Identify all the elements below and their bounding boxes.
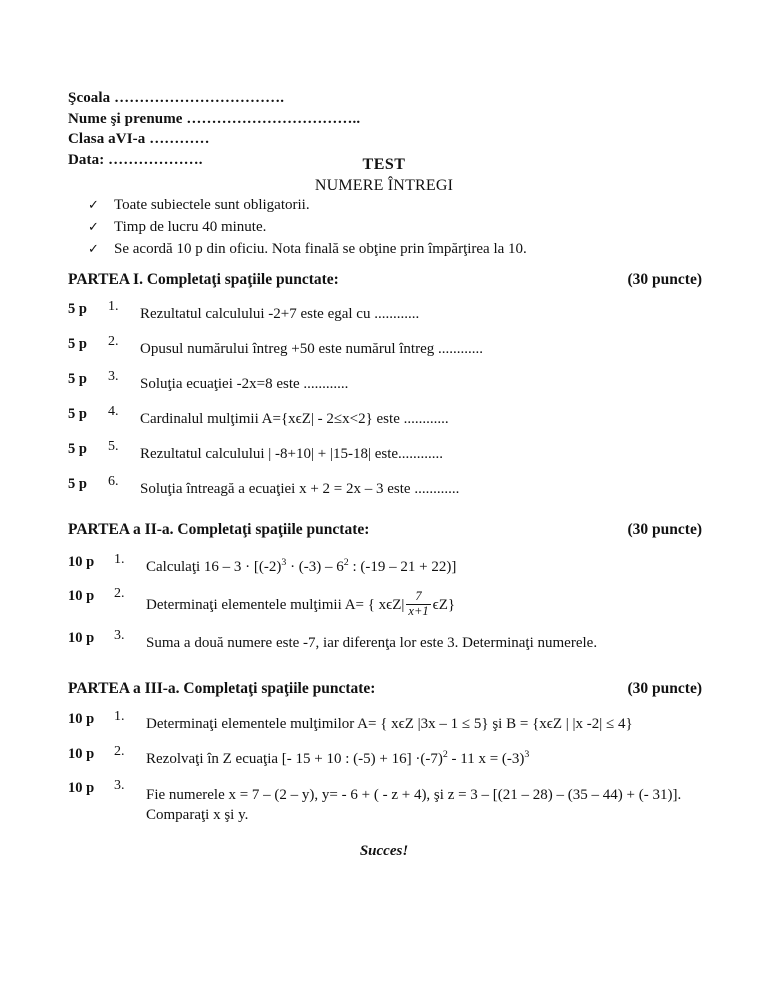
exponent: 2 bbox=[442, 749, 448, 760]
question-points: 5 p bbox=[68, 301, 87, 317]
question-text: Determinaţi elementele mulţimilor A= { xϵZ |3x – 1 ≤ 5} şi B = {xϵZ | |x -2| ≤ 4} bbox=[146, 716, 633, 732]
question-row bbox=[68, 628, 597, 652]
question-text bbox=[146, 552, 456, 576]
expr-part: · (-3) – 6 bbox=[286, 559, 344, 575]
part-2-points: (30 puncte) bbox=[627, 521, 702, 538]
part-1-points: (30 puncte) bbox=[627, 271, 702, 288]
question-number: 3. bbox=[114, 628, 125, 643]
part-2-title: PARTEA a II-a. Completaţi spaţiile punctate: bbox=[68, 521, 370, 538]
instruction-item bbox=[88, 216, 527, 238]
student-name-field: Nume şi prenume …………………………….. bbox=[68, 110, 361, 127]
exponent: 3 bbox=[524, 749, 530, 760]
fraction-numerator: 7 bbox=[415, 589, 422, 603]
question-row bbox=[68, 744, 529, 768]
date-field: Data: ………………. bbox=[68, 151, 203, 168]
instruction-text: Toate subiectele sunt obligatorii. bbox=[114, 197, 310, 213]
expr-part: ϵZ} bbox=[432, 596, 456, 613]
question-row bbox=[68, 334, 483, 358]
question-number: 2. bbox=[108, 334, 119, 349]
question-number: 3. bbox=[108, 369, 119, 384]
part-3-heading bbox=[68, 680, 702, 698]
question-points: 5 p bbox=[68, 371, 87, 387]
checkmark-icon: ✓ bbox=[88, 197, 99, 212]
question-number: 1. bbox=[114, 552, 125, 567]
question-points: 10 p bbox=[68, 554, 95, 570]
expr-part: Rezolvaţi în Z ecuaţia [- 15 + 10 : (-5) + 16] ·(-7) bbox=[146, 751, 443, 767]
document-title: TEST bbox=[362, 156, 406, 173]
question-text: Cardinalul mulţimii A={xϵZ| - 2≤x<2} este ............ bbox=[140, 411, 449, 427]
instruction-text: Se acordă 10 p din oficiu. Nota finală se obţine prin împărţirea la 10. bbox=[114, 241, 527, 257]
question-text bbox=[146, 744, 529, 768]
question-row bbox=[68, 299, 419, 323]
part-3-points: (30 puncte) bbox=[627, 680, 702, 697]
question-row bbox=[68, 439, 443, 463]
footer-message: Succes! bbox=[359, 843, 409, 859]
part-2-heading bbox=[68, 521, 702, 539]
instructions-list bbox=[88, 194, 527, 260]
question-number: 3. bbox=[114, 778, 125, 793]
question-row bbox=[68, 586, 455, 618]
question-text: Opusul numărului întreg +50 este numărul întreg ............ bbox=[140, 341, 483, 357]
question-points: 5 p bbox=[68, 476, 87, 492]
document-subtitle: NUMERE ÎNTREGI bbox=[314, 177, 454, 194]
question-points: 5 p bbox=[68, 441, 87, 457]
instruction-item bbox=[88, 194, 527, 216]
part-1-title: PARTEA I. Completaţi spaţiile punctate: bbox=[68, 271, 339, 288]
exponent: 3 bbox=[281, 557, 287, 568]
question-text: Suma a două numere este -7, iar diferenţa lor este 3. Determinaţi numerele. bbox=[146, 635, 598, 651]
class-field: Clasa aVI-a ………… bbox=[68, 131, 210, 147]
question-text bbox=[146, 778, 681, 825]
question-points: 10 p bbox=[68, 630, 95, 646]
question-text bbox=[146, 586, 455, 618]
question-number: 2. bbox=[114, 744, 125, 759]
fraction-denominator: x+1 bbox=[408, 603, 429, 618]
question-text: Soluţia întreagă a ecuaţiei x + 2 = 2x – 3 este ............ bbox=[140, 481, 460, 497]
expr-part: - 11 x = (-3) bbox=[447, 751, 525, 767]
expr-part: Determinaţi elementele mulţimii A= { xϵZ| bbox=[146, 596, 405, 613]
question-row bbox=[68, 709, 633, 733]
instruction-text: Timp de lucru 40 minute. bbox=[114, 219, 267, 235]
question-text: Rezultatul calculului -2+7 este egal cu ............ bbox=[140, 306, 420, 322]
question-row bbox=[68, 404, 449, 428]
question-row bbox=[68, 474, 459, 498]
question-number: 5. bbox=[108, 439, 119, 454]
question-number: 2. bbox=[114, 586, 125, 601]
expr-part: Calculaţi 16 – 3 · [(-2) bbox=[146, 559, 282, 575]
question-row bbox=[68, 778, 681, 825]
exponent: 2 bbox=[343, 557, 349, 568]
question-points: 10 p bbox=[68, 746, 95, 762]
question-number: 4. bbox=[108, 404, 119, 419]
question-number: 1. bbox=[108, 299, 119, 314]
question-row bbox=[68, 369, 348, 393]
school-field: Şcoala ……………………………. bbox=[68, 90, 285, 106]
question-points: 5 p bbox=[68, 336, 87, 352]
question-number: 6. bbox=[108, 474, 119, 489]
checkmark-icon: ✓ bbox=[88, 241, 99, 256]
expr-part: : (-19 – 21 + 22)] bbox=[348, 559, 457, 575]
question-text: Rezultatul calculului | -8+10| + |15-18| este............ bbox=[140, 446, 444, 462]
instruction-item bbox=[88, 238, 527, 260]
question-text: Soluţia ecuaţiei -2x=8 este ............ bbox=[140, 376, 349, 392]
question-points: 5 p bbox=[68, 406, 87, 422]
question-text-line: Fie numerele x = 7 – (2 – y), y= - 6 + ( - z + 4), şi z = 3 – [(21 – 28) – (35 – 44) + (- 31)]. bbox=[146, 787, 682, 803]
part-3-title: PARTEA a III-a. Completaţi spaţiile punctate: bbox=[68, 680, 376, 697]
fraction bbox=[406, 590, 430, 618]
question-row bbox=[68, 552, 456, 576]
checkmark-icon: ✓ bbox=[88, 219, 99, 234]
question-points: 10 p bbox=[68, 588, 95, 604]
question-text-line: Comparaţi x şi y. bbox=[146, 807, 249, 823]
question-points: 10 p bbox=[68, 711, 95, 727]
question-number: 1. bbox=[114, 709, 125, 724]
part-1-heading bbox=[68, 271, 702, 289]
question-points: 10 p bbox=[68, 780, 95, 796]
